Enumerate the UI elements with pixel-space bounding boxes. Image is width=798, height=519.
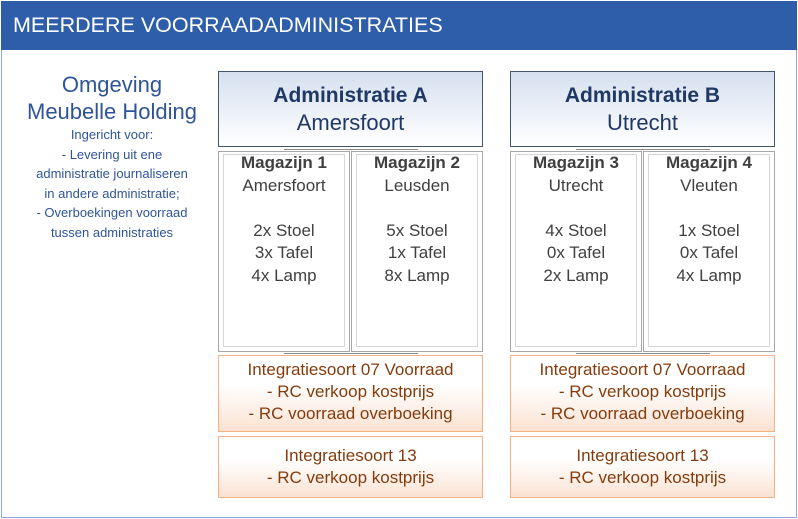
environment-note-line: Ingericht voor: xyxy=(70,127,154,142)
integration-title: Integratiesoort 07 Voorraad xyxy=(247,360,454,379)
page-title: MEERDERE VOORRAADADMINISTRATIES xyxy=(13,13,443,37)
stock-line: 0x Tafel xyxy=(546,243,606,262)
environment-note-line: - Levering uit ene xyxy=(61,146,163,162)
warehouse-name: Magazijn 4 xyxy=(666,153,752,172)
warehouse-box xyxy=(510,151,642,352)
stock-line: 8x Lamp xyxy=(384,265,450,285)
administration-city: Utrecht xyxy=(607,110,678,135)
warehouse-box xyxy=(351,151,483,352)
warehouse-city: Leusden xyxy=(384,175,450,195)
connector-line xyxy=(284,149,418,150)
warehouse-name: Magazijn 1 xyxy=(241,153,327,172)
environment-note-line: in andere administratie; xyxy=(44,185,180,201)
integration-item: - RC verkoop kostprijs xyxy=(266,382,435,401)
integration-title: Integratiesoort 07 Voorraad xyxy=(539,360,746,379)
warehouse-city: Utrecht xyxy=(548,175,604,195)
header-bar xyxy=(1,1,797,50)
warehouse-name: Magazijn 3 xyxy=(533,153,619,172)
environment-notes xyxy=(5,125,219,243)
administration-box xyxy=(510,71,775,147)
integration-title: Integratiesoort 13 xyxy=(284,446,417,465)
administration-column-b xyxy=(510,71,775,498)
administration-name: Administratie B xyxy=(564,84,721,107)
warehouse-city: Amersfoort xyxy=(242,175,326,195)
warehouse-box xyxy=(218,151,350,352)
connector-line xyxy=(284,353,418,354)
environment-description xyxy=(5,71,219,243)
environment-title-line: Omgeving xyxy=(61,72,163,97)
environment-note-line: - Overboekingen voorraad xyxy=(36,205,188,221)
stock-line: 4x Lamp xyxy=(676,265,742,285)
warehouse-city: Vleuten xyxy=(680,175,738,195)
integration-item: - RC verkoop kostprijs xyxy=(558,382,727,401)
integration-box xyxy=(510,355,775,432)
stock-line: 2x Lamp xyxy=(543,265,609,285)
integration-title: Integratiesoort 13 xyxy=(576,446,709,465)
integration-item: - RC verkoop kostprijs xyxy=(266,468,435,487)
connector-line xyxy=(576,149,710,150)
integration-item: - RC voorraad overboeking xyxy=(540,404,745,423)
administration-column-a xyxy=(218,71,483,498)
integration-item: - RC voorraad overboeking xyxy=(248,404,453,423)
connector-line xyxy=(576,353,710,354)
administration-name: Administratie A xyxy=(273,84,428,107)
stock-line: 5x Stoel xyxy=(386,220,448,240)
administration-box xyxy=(218,71,483,147)
warehouse-box xyxy=(643,151,775,352)
integration-box xyxy=(510,436,775,498)
stock-line: 2x Stoel xyxy=(253,220,315,240)
environment-note-line: tussen administraties xyxy=(50,224,174,240)
integration-item: - RC verkoop kostprijs xyxy=(558,468,727,487)
stock-line: 3x Tafel xyxy=(254,243,314,262)
stock-line: 4x Stoel xyxy=(545,220,607,240)
stock-line: 0x Tafel xyxy=(679,243,739,262)
administration-city: Amersfoort xyxy=(296,110,405,135)
stock-line: 1x Stoel xyxy=(678,220,740,240)
stock-line: 1x Tafel xyxy=(387,243,447,262)
integration-box xyxy=(218,355,483,432)
stock-line: 4x Lamp xyxy=(251,265,317,285)
environment-note-line: administratie journaliseren xyxy=(36,166,188,182)
warehouse-name: Magazijn 2 xyxy=(374,153,460,172)
integration-box xyxy=(218,436,483,498)
environment-title-line: Meubelle Holding xyxy=(27,99,197,124)
